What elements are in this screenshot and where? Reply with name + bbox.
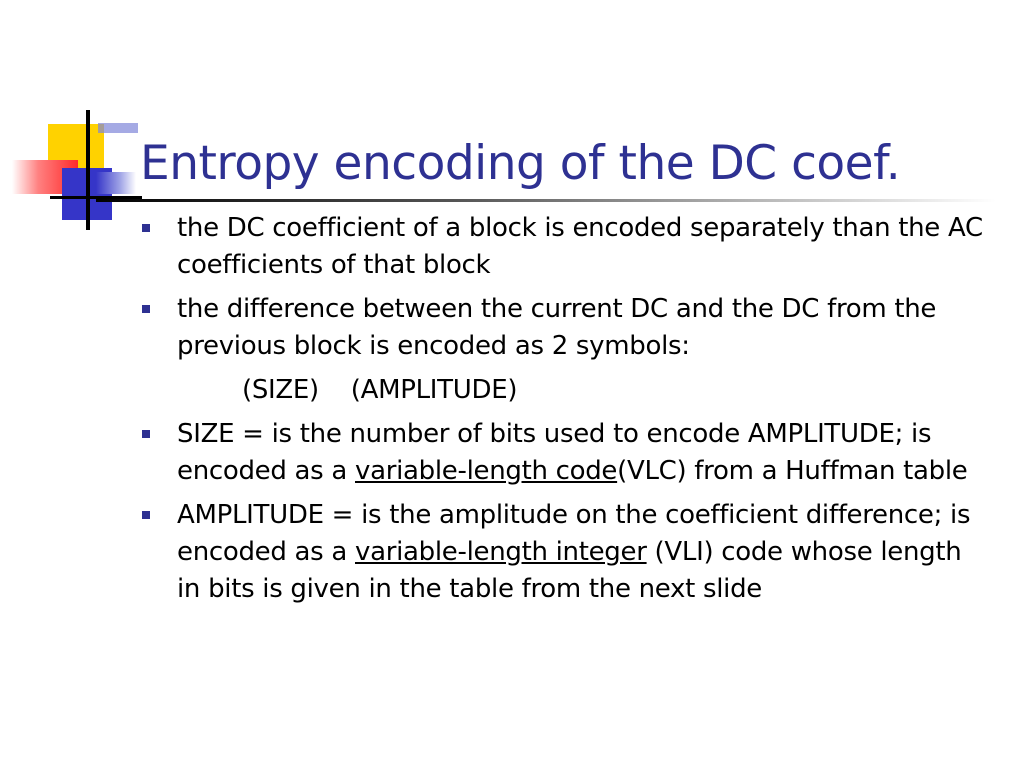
vlc-term-link: variable-length code	[355, 456, 618, 486]
slide-body	[140, 210, 990, 615]
symbols-line	[140, 372, 990, 409]
square-bullet-icon	[142, 430, 150, 438]
symbol-amplitude: (AMPLITUDE)	[350, 375, 518, 405]
decorative-logo	[0, 0, 140, 240]
bullet-item	[140, 416, 990, 490]
bullet-text-pre: AMPLITUDE = is the amplitude on the coefficient difference; is encoded as a	[177, 500, 971, 567]
square-bullet-icon	[142, 224, 150, 232]
bullet-text: the difference between the current DC and the DC from the previous block is encoded as 2 symbols:	[177, 294, 937, 361]
square-bullet-icon	[142, 511, 150, 519]
vli-term-link: variable-length integer	[355, 537, 647, 567]
bullet-text-post: (VLI) code whose length in bits is given in the table from the next slide	[177, 537, 962, 604]
bullet-item	[140, 497, 990, 608]
slide-title: Entropy encoding of the DC coef.	[140, 136, 901, 191]
bullet-text-pre: SIZE = is the number of bits used to encode AMPLITUDE; is encoded as a	[177, 419, 932, 486]
title-divider	[96, 199, 996, 202]
symbol-size: (SIZE)	[242, 375, 319, 405]
bullet-item	[140, 210, 990, 284]
square-bullet-icon	[142, 305, 150, 313]
bullet-text: the DC coefficient of a block is encoded separately than the AC coefficients of that block	[177, 213, 983, 280]
bullet-item	[140, 291, 990, 365]
logo-vertical-line	[86, 110, 90, 230]
logo-blue-strip	[98, 123, 138, 133]
bullet-text-post: (VLC) from a Huffman table	[617, 456, 968, 486]
logo-blue-fade	[96, 172, 136, 194]
